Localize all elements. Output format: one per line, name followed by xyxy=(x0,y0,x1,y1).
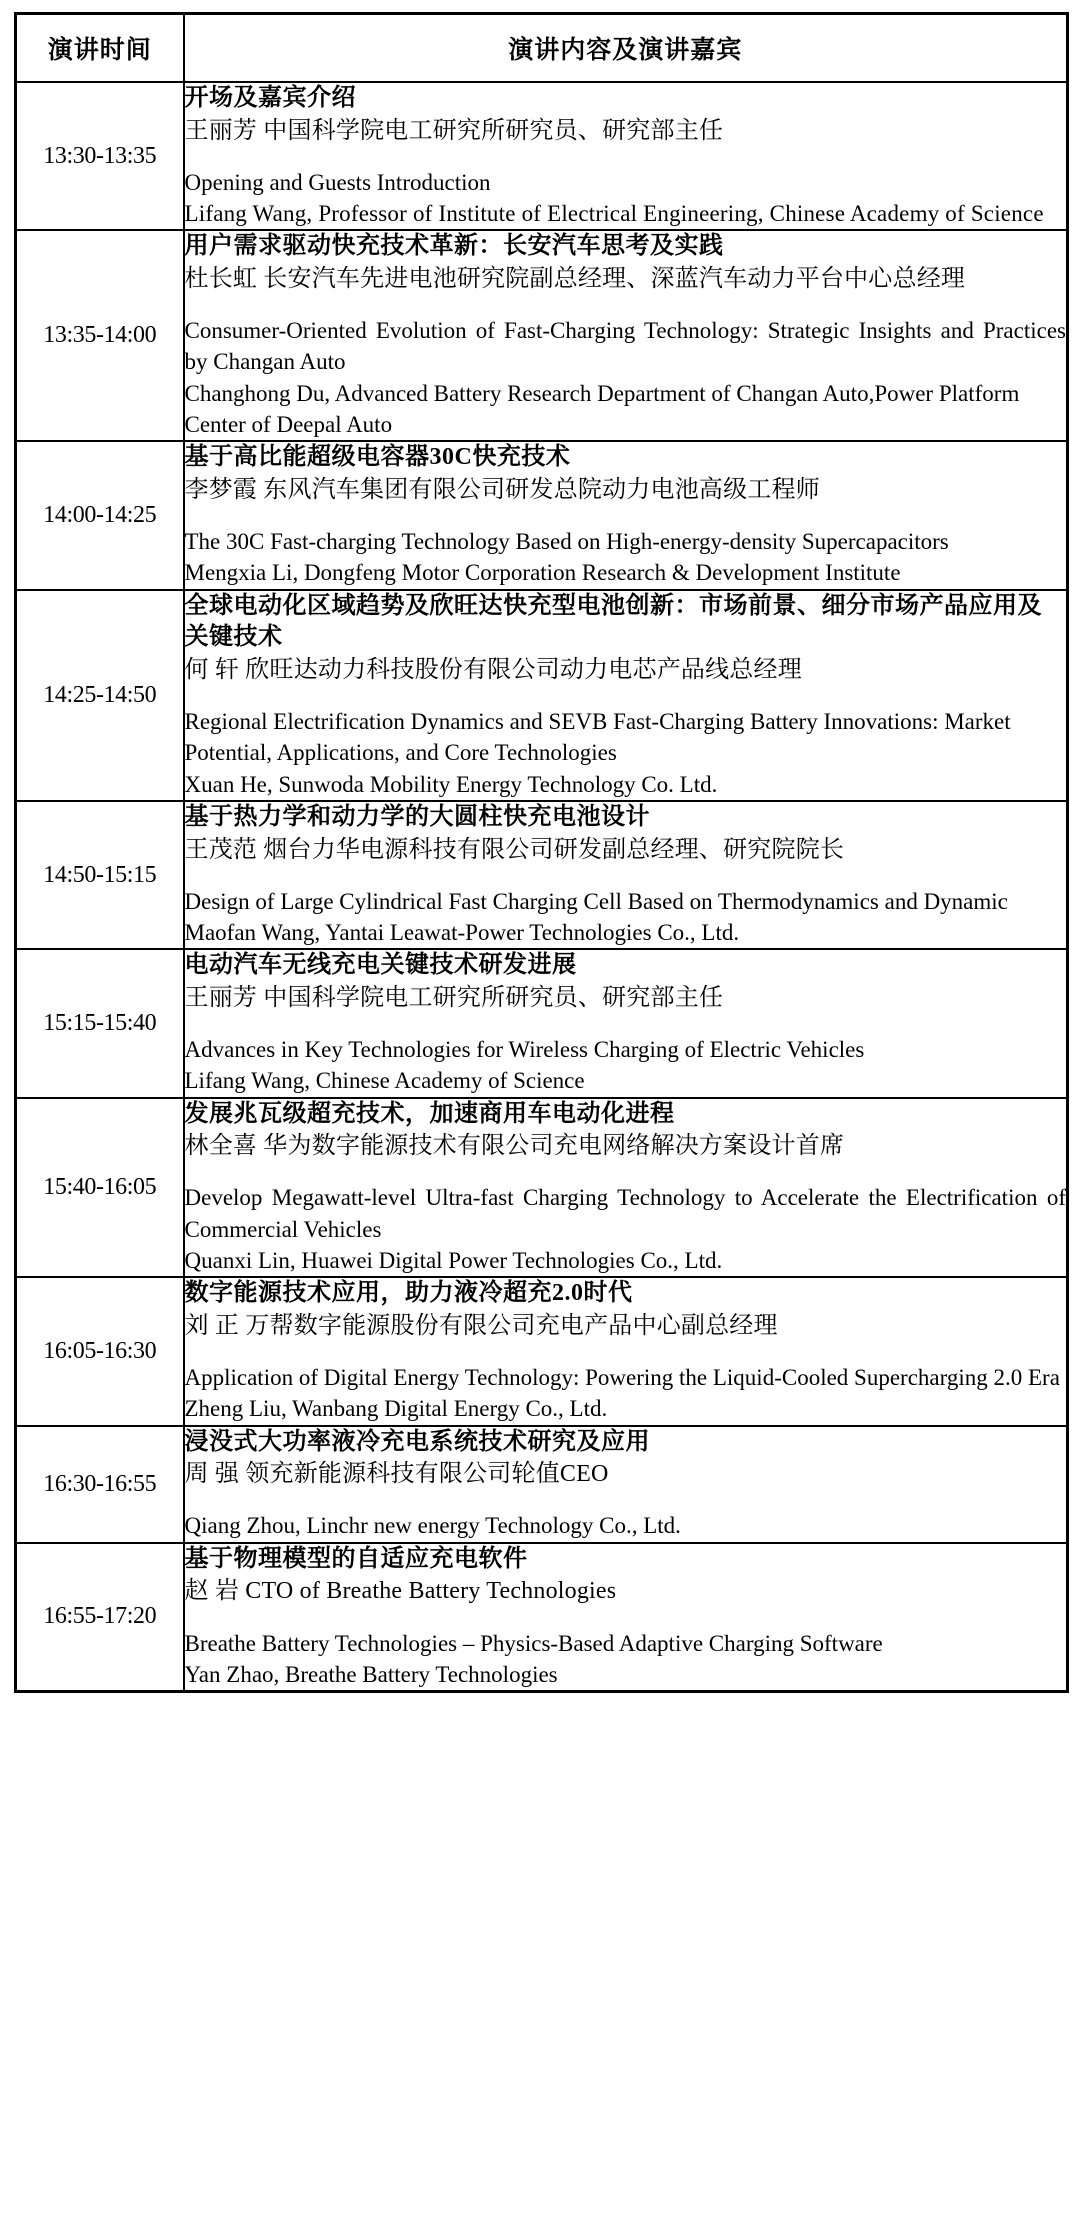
session-time: 15:40-16:05 xyxy=(16,1098,184,1278)
session-title-en: Design of Large Cylindrical Fast Charging Cell Based on Thermodynamics and Dynamic xyxy=(184,888,1008,914)
session-content xyxy=(184,441,1068,589)
session-title-cn: 浸没式大功率液冷充电系统技术研究及应用 xyxy=(184,1428,650,1455)
conference-schedule-table xyxy=(14,12,1069,1693)
session-title-cn: 发展兆瓦级超充技术，加速商用车电动化进程 xyxy=(184,1100,675,1127)
spacer xyxy=(185,686,1067,706)
spacer xyxy=(185,506,1067,526)
session-title-en: The 30C Fast-charging Technology Based on High-energy-density Supercapacitors xyxy=(184,529,949,555)
session-time: 16:55-17:20 xyxy=(16,1543,184,1692)
session-content xyxy=(184,590,1068,801)
spacer xyxy=(185,147,1067,167)
spacer xyxy=(185,1342,1067,1362)
spacer xyxy=(185,866,1067,886)
table-row xyxy=(16,949,1068,1097)
session-content xyxy=(184,949,1068,1097)
spacer xyxy=(185,1162,1067,1182)
session-title-en: Opening and Guests Introduction xyxy=(184,169,491,195)
session-speaker-cn: 何 轩 欣旺达动力科技股份有限公司动力电芯产品线总经理 xyxy=(184,656,802,683)
session-content xyxy=(184,230,1068,441)
session-speaker-en: Lifang Wang, Chinese Academy of Science xyxy=(184,1068,585,1094)
session-content xyxy=(184,82,1068,230)
session-time: 15:15-15:40 xyxy=(16,949,184,1097)
session-title-cn: 基于热力学和动力学的大圆柱快充电池设计 xyxy=(184,803,650,830)
session-speaker-en: Lifang Wang, Professor of Institute of Electrical Engineering, Chinese Academy of Science xyxy=(184,201,1044,227)
table-row xyxy=(16,590,1068,801)
session-content xyxy=(184,1426,1068,1543)
spacer xyxy=(185,295,1067,315)
session-content xyxy=(184,1543,1068,1692)
session-speaker-cn: 杜长虹 长安汽车先进电池研究院副总经理、深蓝汽车动力平台中心总经理 xyxy=(184,266,966,293)
spacer xyxy=(185,1014,1067,1034)
session-speaker-cn: 赵 岩 CTO of Breathe Battery Technologies xyxy=(184,1578,617,1605)
session-speaker-cn: 王丽芳 中国科学院电工研究所研究员、研究部主任 xyxy=(184,984,724,1011)
session-content xyxy=(184,801,1068,949)
session-speaker-cn: 王茂范 烟台力华电源科技有限公司研发副总经理、研究院院长 xyxy=(184,836,845,863)
table-row xyxy=(16,801,1068,949)
session-content xyxy=(184,1098,1068,1278)
spacer xyxy=(185,1608,1067,1628)
session-speaker-en: Quanxi Lin, Huawei Digital Power Technologies Co., Ltd. xyxy=(184,1247,723,1273)
session-time: 16:05-16:30 xyxy=(16,1277,184,1425)
session-speaker-en: Maofan Wang, Yantai Leawat-Power Technologies Co., Ltd. xyxy=(184,920,740,945)
session-title-en: Regional Electrification Dynamics and SEVB Fast-Charging Battery Innovations: Market Potential, Applications, and Core Technologies xyxy=(184,709,1011,766)
session-time: 13:30-13:35 xyxy=(16,82,184,230)
session-title-en: Advances in Key Technologies for Wireless Charging of Electric Vehicles xyxy=(184,1037,865,1063)
session-title-cn: 全球电动化区域趋势及欣旺达快充型电池创新：市场前景、细分市场产品应用及关键技术 xyxy=(184,592,1042,651)
header-row xyxy=(16,14,1068,83)
session-speaker-en: Qiang Zhou, Linchr new energy Technology Co., Ltd. xyxy=(184,1513,681,1539)
session-speaker-en: Changhong Du, Advanced Battery Research Department of Changan Auto,Power Platform Center of Deepal Auto xyxy=(184,380,1020,437)
session-title-en: Develop Megawatt-level Ultra-fast Charging Technology to Accelerate the Electrification of Commercial Vehicles xyxy=(184,1185,1066,1242)
table-body xyxy=(16,82,1068,1692)
session-title-cn: 开场及嘉宾介绍 xyxy=(184,85,356,111)
table-row xyxy=(16,441,1068,589)
session-title-cn: 基于高比能超级电容器30C快充技术 xyxy=(184,444,571,471)
table-row xyxy=(16,230,1068,441)
session-speaker-cn: 林全喜 华为数字能源技术有限公司充电网络解决方案设计首席 xyxy=(184,1133,845,1160)
session-title-en: Application of Digital Energy Technology: Powering the Liquid-Cooled Supercharging 2.0 Era xyxy=(184,1365,1060,1391)
session-speaker-en: Mengxia Li, Dongfeng Motor Corporation Research & Development Institute xyxy=(184,560,901,586)
table-row xyxy=(16,1543,1068,1692)
table-header xyxy=(16,14,1068,83)
session-time: 13:35-14:00 xyxy=(16,230,184,441)
spacer xyxy=(185,1490,1067,1510)
session-time: 14:00-14:25 xyxy=(16,441,184,589)
session-speaker-cn: 王丽芳 中国科学院电工研究所研究员、研究部主任 xyxy=(184,117,724,144)
session-time: 14:50-15:15 xyxy=(16,801,184,949)
session-title-cn: 电动汽车无线充电关键技术研发进展 xyxy=(184,952,577,979)
table-row xyxy=(16,1277,1068,1425)
session-time: 14:25-14:50 xyxy=(16,590,184,801)
table-row xyxy=(16,82,1068,230)
column-header-time: 演讲时间 xyxy=(16,14,184,83)
session-speaker-cn: 周 强 领充新能源科技有限公司轮值CEO xyxy=(184,1461,609,1488)
session-time: 16:30-16:55 xyxy=(16,1426,184,1543)
session-speaker-en: Yan Zhao, Breathe Battery Technologies xyxy=(184,1661,558,1687)
session-speaker-en: Zheng Liu, Wanbang Digital Energy Co., Ltd. xyxy=(184,1396,608,1422)
column-header-content: 演讲内容及演讲嘉宾 xyxy=(184,14,1068,83)
table-row xyxy=(16,1098,1068,1278)
session-content xyxy=(184,1277,1068,1425)
session-speaker-cn: 刘 正 万帮数字能源股份有限公司充电产品中心副总经理 xyxy=(184,1312,778,1339)
session-speaker-cn: 李梦霞 东风汽车集团有限公司研发总院动力电池高级工程师 xyxy=(184,476,820,503)
table-row xyxy=(16,1426,1068,1543)
session-title-cn: 数字能源技术应用，助力液冷超充2.0时代 xyxy=(184,1280,633,1307)
session-title-cn: 基于物理模型的自适应充电软件 xyxy=(184,1545,528,1572)
session-title-en: Breathe Battery Technologies – Physics-Based Adaptive Charging Software xyxy=(184,1630,883,1656)
session-title-cn: 用户需求驱动快充技术革新：长安汽车思考及实践 xyxy=(184,233,724,260)
session-title-en: Consumer-Oriented Evolution of Fast-Charging Technology: Strategic Insights and Practices by Changan Auto xyxy=(184,318,1066,375)
session-speaker-en: Xuan He, Sunwoda Mobility Energy Technology Co. Ltd. xyxy=(184,771,718,797)
